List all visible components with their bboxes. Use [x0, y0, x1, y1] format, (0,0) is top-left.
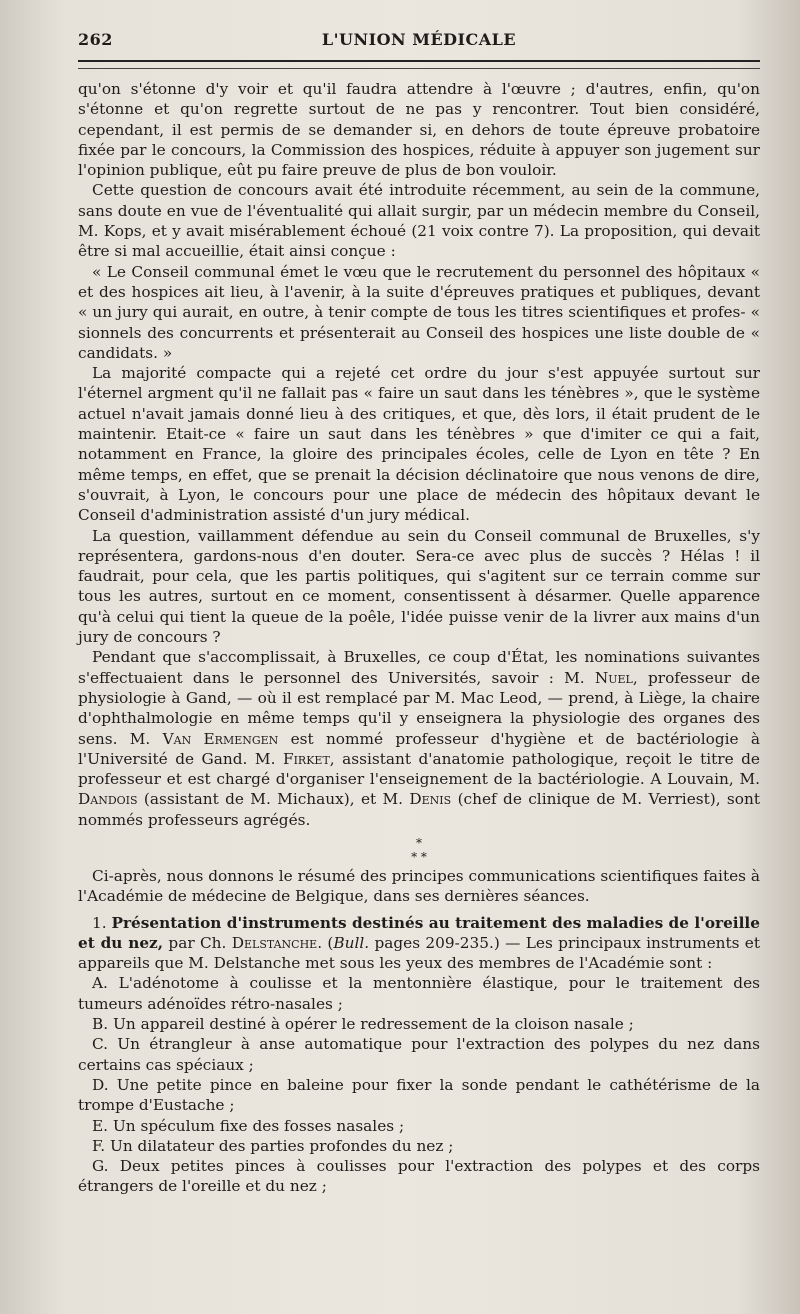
text-run: , assistant d'anatomie pathologique, reçoit le titre de professeur et est chargé d'organiser l'enseignement de la bactériologie. A Louvain, M. [78, 749, 760, 789]
paragraph: Cette question de concours avait été introduite récemment, au sein de la commune, sans doute en vue de l'éventualité qui allait surgir, par un médecin membre du Conseil, M. Kops, et y avait misérablement échoué (21 voix contre 7). La proposition, qui devait être si mal accueillie, était ainsi conçue : [78, 181, 760, 261]
item-number: 1. [92, 913, 107, 932]
item-paragraph [78, 913, 760, 974]
text-run: par Ch. [163, 933, 232, 952]
paragraph: qu'on s'étonne d'y voir et qu'il faudra attendre à l'œuvre ; d'autres, enfin, qu'on s'étonne et qu'on regrette surtout de ne pas y rencontrer. Tout bien considéré, cependant, il est permis de se demander si, en dehors de toute épreuve probatoire fixée par le concours, la Commission des hospices, réduite à appuyer son jugement sur l'opinion publique, eût pu faire preuve de plus de bon vouloir. [78, 80, 760, 180]
article-body [78, 79, 760, 1197]
separator-star-top: * [416, 835, 422, 850]
text-run: (chef de clinique de M. Verriest), sont nommés professeurs agrégés. [78, 790, 760, 829]
item-title: Présentation d'instruments destinés au traitement des maladies de l'oreille et du nez, [78, 913, 760, 952]
text-run: , professeur de physiologie à Gand, — où il est remplacé par M. Mac Leod, — prend, à Liège, la chaire d'ophthalmologie en même temps qu'il y enseignera la physiologie des organes des sens. M. [78, 668, 760, 748]
list-item: C. Un étrangleur à anse automatique pour l'extraction des polypes du nez dans certains cas spéciaux ; [78, 1035, 760, 1074]
list-item: G. Deux petites pinces à coulisses pour l'extraction des polypes et des corps étrangers de l'oreille et du nez ; [78, 1157, 760, 1196]
page-number: 262 [78, 30, 113, 49]
page-header [78, 30, 760, 58]
list-item: F. Un dilatateur des parties profondes du nez ; [92, 1136, 454, 1155]
text-run: . ( [317, 933, 334, 952]
paragraph-nominations [78, 647, 760, 830]
intro-paragraph: Ci-après, nous donnons le résumé des principes communications scientifiques faites à l'Académie de médecine de Belgique, dans ses dernières séances. [78, 866, 760, 906]
section-separator [78, 830, 760, 866]
list-item: D. Une petite pince en baleine pour fixer la sonde pendant le cathétérisme de la trompe d'Eustache ; [78, 1075, 760, 1115]
author-name: Delstanche [231, 933, 318, 952]
text-run: est nommé professeur d'hygiène et de bactériologie à l'Université de Gand. M. [78, 729, 761, 768]
person-name: Denis [409, 790, 452, 809]
running-title: L'UNION MÉDICALE [321, 30, 517, 49]
paragraph: La majorité compacte qui a rejeté cet ordre du jour s'est appuyée surtout sur l'éternel argment qu'il ne fallait pas « faire un saut dans les ténèbres », que le système actuel n'avait jamais donné lieu à des critiques, et que, dès lors, il était prudent de le maintenir. Etait-ce « faire un saut dans les ténèbres » que d'imiter ce qui a fait, notamment en France, la gloire des principales écoles, celle de Lyon en tête ? En même temps, en effet, que se prenait la décision déclinatoire que nous venons de dire, s'ouvrait, à Lyon, le concours pour une place de médecin des hôpitaux devant le Conseil d'administration assisté d'un jury médical. [78, 364, 760, 525]
text-run: Pendant que s'accomplissait, à Bruxelles, ce coup d'État, les nominations suivantes s'effectuaient dans le personnel des Universités, savoir : M. [78, 648, 760, 687]
person-name: Nuel [594, 668, 633, 687]
quotation-paragraph: « Le Conseil communal émet le vœu que le recrutement du personnel des hôpitaux « et des hospices ait lieu, à l'avenir, à la suite d'épreuves pratiques et publiques, devant « un jury qui aurait, en outre, à tenir compte de tous les titres scientifiques et profes- « sionnels des concurrents et présenterait au Conseil des hospices une liste double de « candidats. » [78, 262, 760, 362]
text-run: (assistant de M. Michaux), et M. [137, 790, 410, 809]
person-name: Dandois [78, 790, 138, 809]
reference-italic: Bull. [333, 933, 370, 952]
list-item: E. Un spéculum fixe des fosses nasales ; [92, 1116, 405, 1135]
person-name: Van Ermengen [162, 729, 279, 748]
header-rule [78, 60, 760, 62]
header-rule-thin [78, 68, 760, 69]
list-item: A. L'adénotome à coulisse et la mentonnière élastique, pour le traitement des tumeurs adénoïdes rétro-nasales ; [78, 974, 760, 1013]
person-name: Firket [282, 749, 330, 768]
text-run: pages 209-235.) — Les principaux instruments et appareils que M. Delstanche met sous les yeux des membres de l'Académie sont : [78, 933, 761, 973]
separator-stars-bottom: * * [411, 849, 427, 864]
paragraph: La question, vaillamment défendue au sein du Conseil communal de Bruxelles, s'y représentera, gardons-nous d'en douter. Sera-ce avec plus de succès ? Hélas ! il faudrait, pour cela, que les partis politiques, qui s'agitent sur ce terrain comme sur tous les autres, surtout en ce moment, consentissent à désarmer. Quelle apparence qu'à celui qui tient la queue de la poêle, l'idée puisse venir de la livrer aux mains d'un jury de concours ? [78, 526, 760, 647]
list-item: B. Un appareil destiné à opérer le redressement de la cloison nasale ; [92, 1015, 634, 1034]
